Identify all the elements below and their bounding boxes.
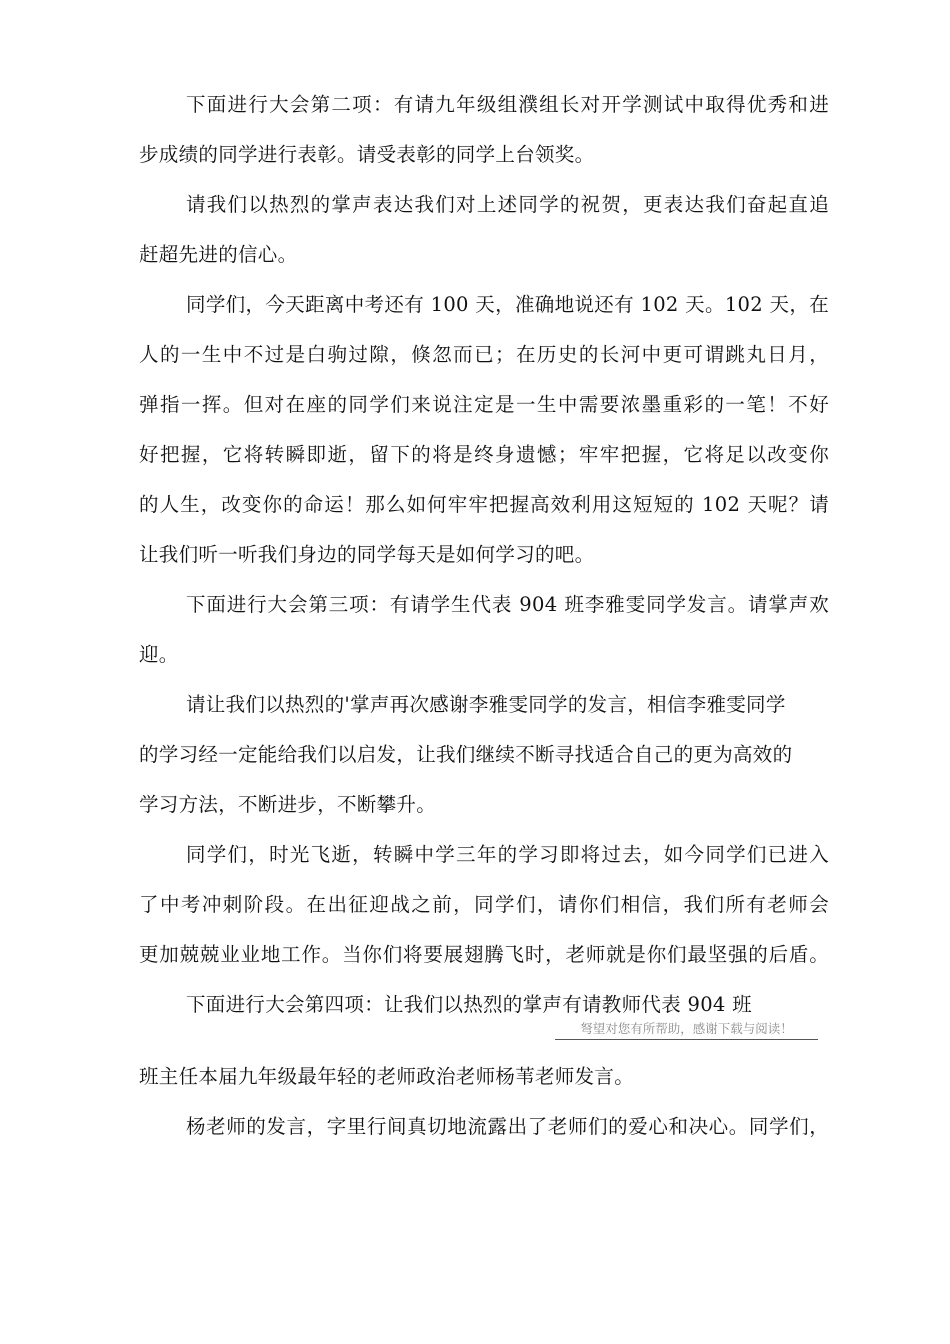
text-line: 同学们，今天距离中考还有 100 天，准确地说还有 102 天。102 天，在 [186, 293, 829, 316]
text-line: 杨老师的发言，字里行间真切地流露出了老师们的爱心和决心。同学们， [186, 1115, 829, 1138]
text-line: 赶超先进的信心。 [139, 243, 298, 266]
body-text-upper [139, 80, 829, 1030]
text-line: 班主任本届九年级最年轻的老师政治老师杨苇老师发言。 [139, 1065, 635, 1088]
text-line: 了中考冲刺阶段。在出征迎战之前，同学们，请你们相信，我们所有老师会 [139, 893, 829, 916]
text-line: 下面进行大会第二项：有请九年级组濮组长对开学测试中取得优秀和进 [186, 93, 829, 116]
text-line: 步成绩的同学进行表彰。请受表彰的同学上台领奖。 [139, 143, 595, 166]
text-line: 同学们，时光飞逝，转瞬中学三年的学习即将过去，如今同学们已进入 [186, 843, 829, 866]
footer-note: 弩望对您有所帮助，感谢下载与阅读！ [555, 1019, 818, 1040]
text-line: 请让我们以热烈的'掌声再次感谢李雅雯同学的发言，相信李雅雯同学 [186, 693, 786, 716]
text-line: 让我们听一听我们身边的同学每天是如何学习的吧。 [139, 543, 595, 566]
text-line: 下面进行大会第四项：让我们以热烈的掌声有请教师代表 904 班 [186, 993, 752, 1016]
text-line: 请我们以热烈的掌声表达我们对上述同学的祝贺，更表达我们奋起直追 [186, 193, 829, 216]
text-line: 弹指一挥。但对在座的同学们来说注定是一生中需要浓墨重彩的一笔！不好 [139, 393, 829, 416]
text-line: 人的一生中不过是白驹过隙，倏忽而已；在历史的长河中更可谓跳丸日月， [139, 343, 829, 366]
text-line: 的学习经一定能给我们以启发，让我们继续不断寻找适合自己的更为高效的 [139, 743, 793, 766]
body-text-lower [139, 1052, 829, 1152]
text-line: 迎。 [139, 643, 179, 666]
text-line: 学习方法，不断进步，不断攀升。 [139, 793, 437, 816]
text-line: 下面进行大会第三项：有请学生代表 904 班李雅雯同学发言。请掌声欢 [186, 593, 829, 616]
text-line: 更加兢兢业业地工作。当你们将要展翅腾飞时，老师就是你们最坚强的后盾。 [139, 943, 829, 966]
text-line: 的人生，改变你的命运！那么如何牢牢把握高效利用这短短的 102 天呢？请 [139, 493, 829, 516]
text-line: 好把握，它将转瞬即逝，留下的将是终身遗憾；牢牢把握，它将足以改变你 [139, 443, 829, 466]
